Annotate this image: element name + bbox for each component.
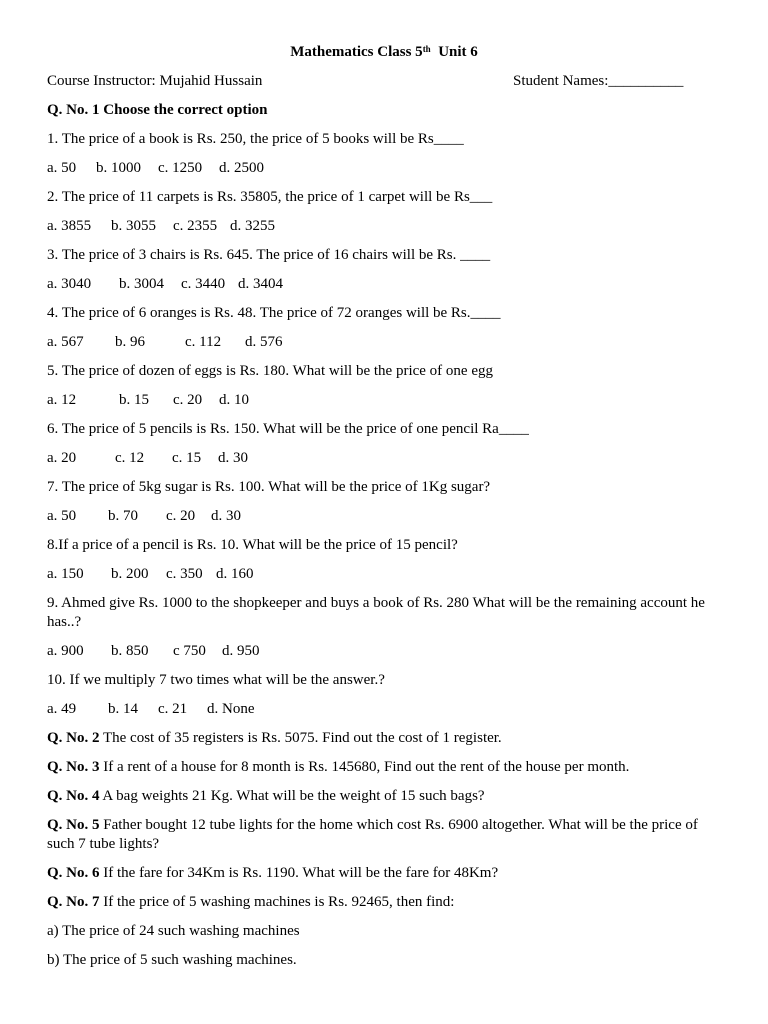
mcq-options-1 — [47, 159, 722, 178]
subpart-b: b) The price of 5 such washing machines. — [47, 952, 297, 968]
option: c. 21 — [158, 701, 188, 717]
question-text: If the fare for 34Km is Rs. 1190. What will be the fare for 48Km? — [99, 865, 499, 881]
option: b. 96 — [115, 334, 145, 350]
option: c 750 — [173, 643, 206, 659]
option: a. 567 — [47, 334, 84, 350]
mcq-question-3: 3. The price of 3 chairs is Rs. 645. The price of 16 chairs will be Rs. ____ — [47, 247, 491, 263]
option: b. 3055 — [111, 218, 156, 234]
option: a. 12 — [47, 392, 77, 408]
question-text: If the price of 5 washing machines is Rs. 92465, then find: — [99, 894, 455, 910]
option: c. 2355 — [173, 218, 218, 234]
option: b. 850 — [111, 643, 149, 659]
mcq-question-2: 2. The price of 11 carpets is Rs. 35805, the price of 1 carpet will be Rs___ — [47, 189, 493, 205]
option: c. 350 — [166, 566, 203, 582]
option: d. 30 — [211, 508, 241, 524]
option: c. 112 — [185, 334, 222, 350]
option: a. 3855 — [47, 218, 92, 234]
option: d. 30 — [218, 450, 248, 466]
option: a. 900 — [47, 643, 84, 659]
mcq-options-10 — [47, 700, 722, 719]
question-label: Q. No. 5 — [47, 817, 100, 833]
mcq-question-1: 1. The price of a book is Rs. 250, the price of 5 books will be Rs____ — [47, 131, 464, 147]
mcq-options-5 — [47, 391, 722, 410]
question-text: The cost of 35 registers is Rs. 5075. Find out the cost of 1 register. — [99, 730, 502, 746]
option: b. 200 — [111, 566, 149, 582]
question-2 — [47, 729, 722, 748]
question-label: Q. No. 2 — [47, 730, 100, 746]
question-3 — [47, 758, 722, 777]
option: d. 2500 — [219, 160, 264, 176]
mcq-options-9 — [47, 642, 722, 661]
option: a. 3040 — [47, 276, 92, 292]
option: d. 10 — [219, 392, 249, 408]
question-5 — [47, 816, 722, 854]
option: d. 3404 — [238, 276, 283, 292]
page-title — [0, 43, 768, 62]
section-heading: Q. No. 1 Choose the correct option — [47, 102, 268, 118]
title-main: Mathematics Class 5 — [290, 44, 423, 60]
option: c. 12 — [115, 450, 145, 466]
mcq-question-9: 9. Ahmed give Rs. 1000 to the shopkeeper and buys a book of Rs. 280 What will be the remaining account he has..? — [47, 595, 705, 630]
question-6 — [47, 864, 722, 883]
question-7 — [47, 893, 722, 912]
mcq-options-7 — [47, 507, 722, 526]
option: b. 15 — [119, 392, 149, 408]
option: c. 15 — [172, 450, 202, 466]
question-label: Q. No. 7 — [47, 894, 100, 910]
question-label: Q. No. 6 — [47, 865, 100, 881]
option: b. 3004 — [119, 276, 164, 292]
option: d. 950 — [222, 643, 260, 659]
option: c. 20 — [173, 392, 203, 408]
mcq-question-7: 7. The price of 5kg sugar is Rs. 100. What will be the price of 1Kg sugar? — [47, 479, 491, 495]
option: d. 160 — [216, 566, 254, 582]
subpart-a: a) The price of 24 such washing machines — [47, 923, 300, 939]
student-names-field: Student Names:__________ — [513, 73, 684, 89]
question-label: Q. No. 3 — [47, 759, 100, 775]
option: b. 70 — [108, 508, 138, 524]
title-superscript: th — [422, 44, 431, 54]
question-text: A bag weights 21 Kg. What will be the weight of 15 such bags? — [99, 788, 485, 804]
mcq-question-8: 8.If a price of a pencil is Rs. 10. What will be the price of 15 pencil? — [47, 537, 458, 553]
option: a. 150 — [47, 566, 84, 582]
instructor-line: Course Instructor: Mujahid Hussain — [47, 73, 263, 89]
option: a. 20 — [47, 450, 77, 466]
mcq-question-10: 10. If we multiply 7 two times what will be the answer.? — [47, 672, 385, 688]
option: c. 1250 — [158, 160, 203, 176]
mcq-options-4 — [47, 333, 722, 352]
option: c. 3440 — [181, 276, 226, 292]
title-unit: Unit 6 — [438, 44, 478, 60]
question-text: If a rent of a house for 8 month is Rs. 145680, Find out the rent of the house per month. — [99, 759, 630, 775]
mcq-question-4: 4. The price of 6 oranges is Rs. 48. The price of 72 oranges will be Rs.____ — [47, 305, 501, 321]
option: c. 20 — [166, 508, 196, 524]
mcq-options-2 — [47, 217, 722, 236]
question-label: Q. No. 4 — [47, 788, 100, 804]
mcq-question-5: 5. The price of dozen of eggs is Rs. 180. What will be the price of one egg — [47, 363, 493, 379]
mcq-options-6 — [47, 449, 722, 468]
option: a. 49 — [47, 701, 77, 717]
option: b. 14 — [108, 701, 138, 717]
mcq-options-3 — [47, 275, 722, 294]
option: a. 50 — [47, 160, 77, 176]
mcq-options-8 — [47, 565, 722, 584]
question-4 — [47, 787, 722, 806]
mcq-question-6: 6. The price of 5 pencils is Rs. 150. What will be the price of one pencil Ra____ — [47, 421, 529, 437]
question-text: Father bought 12 tube lights for the home which cost Rs. 6900 altogether. What will be the price of such 7 tube lights? — [47, 817, 698, 852]
option: d. 3255 — [230, 218, 275, 234]
option: b. 1000 — [96, 160, 141, 176]
option: a. 50 — [47, 508, 77, 524]
option: d. None — [207, 701, 255, 717]
option: d. 576 — [245, 334, 283, 350]
